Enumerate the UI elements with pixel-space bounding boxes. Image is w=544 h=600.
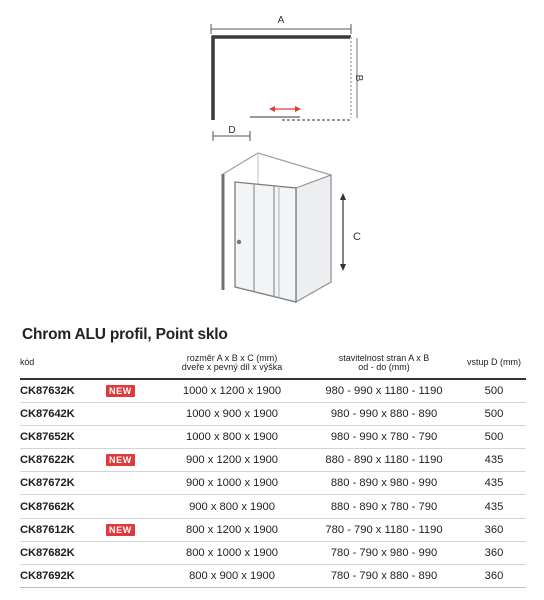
table-row [20, 472, 526, 495]
perspective-view-diagram [223, 153, 361, 302]
dimensions: 1000 x 900 x 1900 [158, 403, 306, 426]
adjustability: 780 - 790 x 880 - 890 [306, 564, 462, 587]
adjustability: 980 - 990 x 780 - 790 [306, 426, 462, 449]
product-code: CK87622K [20, 449, 106, 472]
dimensions: 1000 x 800 x 1900 [158, 426, 306, 449]
header-entry: vstup D (mm) [462, 348, 526, 379]
dimensions: 800 x 1200 x 1900 [158, 518, 306, 541]
new-badge: NEW [106, 524, 135, 536]
front-door-frame [235, 182, 296, 302]
side-glass-panel [296, 175, 331, 302]
product-code: CK87672K [20, 472, 106, 495]
entry-width: 435 [462, 472, 526, 495]
label-c: C [353, 231, 361, 243]
adjustability: 780 - 790 x 980 - 990 [306, 541, 462, 564]
adjustability: 780 - 790 x 1180 - 1190 [306, 518, 462, 541]
table-row [20, 403, 526, 426]
plan-view-diagram [211, 15, 364, 141]
door-handle [237, 240, 241, 244]
header-dimensions: rozměr A x B x C (mm) dveře x pevný díl x výška [158, 348, 306, 379]
entry-width: 360 [462, 541, 526, 564]
entry-width: 360 [462, 564, 526, 587]
dimensions: 1000 x 1200 x 1900 [158, 379, 306, 403]
product-spec-table [20, 348, 526, 588]
wall-outline [213, 37, 351, 120]
dimensions: 800 x 1000 x 1900 [158, 541, 306, 564]
table-row [20, 564, 526, 587]
table-row [20, 495, 526, 518]
table-row [20, 518, 526, 541]
adjustability: 880 - 890 x 1180 - 1190 [306, 449, 462, 472]
label-b: B [353, 74, 364, 82]
sliding-door-panels [250, 117, 351, 120]
dimensions: 900 x 1200 x 1900 [158, 449, 306, 472]
dimension-a [211, 15, 351, 34]
product-code: CK87642K [20, 403, 106, 426]
adjustability: 880 - 890 x 780 - 790 [306, 495, 462, 518]
entry-width: 500 [462, 426, 526, 449]
label-a: A [277, 15, 285, 26]
adjustability: 980 - 990 x 880 - 890 [306, 403, 462, 426]
entry-width: 500 [462, 379, 526, 403]
product-code: CK87652K [20, 426, 106, 449]
dimensions: 800 x 900 x 1900 [158, 564, 306, 587]
table-row [20, 541, 526, 564]
product-code: CK87612K [20, 518, 106, 541]
table-row [20, 449, 526, 472]
product-code: CK87682K [20, 541, 106, 564]
dimensions: 900 x 800 x 1900 [158, 495, 306, 518]
dimensions: 900 x 1000 x 1900 [158, 472, 306, 495]
product-code: CK87692K [20, 564, 106, 587]
dimension-c [340, 193, 361, 271]
table-row [20, 426, 526, 449]
table-row [20, 379, 526, 403]
product-code: CK87662K [20, 495, 106, 518]
new-badge: NEW [106, 454, 135, 466]
new-badge: NEW [106, 385, 135, 397]
adjustability: 880 - 890 x 980 - 990 [306, 472, 462, 495]
header-adjustability: stavitelnost stran A x B od - do (mm) [306, 348, 462, 379]
entry-width: 435 [462, 495, 526, 518]
product-code: CK87632K [20, 379, 106, 403]
entry-width: 360 [462, 518, 526, 541]
table-header-row [20, 348, 526, 379]
dimension-d [213, 125, 250, 141]
slide-arrow-icon [269, 106, 301, 112]
entry-width: 500 [462, 403, 526, 426]
section-title: Chrom ALU profil, Point sklo [22, 326, 228, 343]
entry-width: 435 [462, 449, 526, 472]
label-d: D [228, 125, 236, 136]
adjustability: 980 - 990 x 1180 - 1190 [306, 379, 462, 403]
header-code: kód [20, 348, 106, 379]
